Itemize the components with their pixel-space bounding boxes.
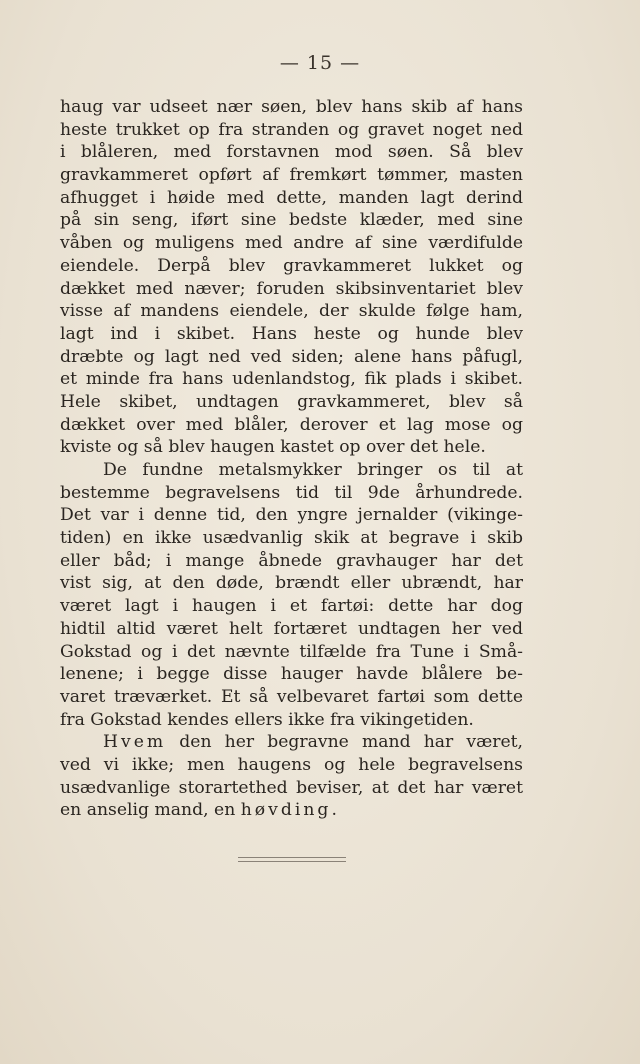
text-line: dækket over med blåler, derover et lag mose og [60,414,523,435]
text-line-paragraph-start [60,731,523,754]
text-line: kviste og så blev haugen kastet op over det hele. [60,437,486,458]
text-line-paragraph-start: De fundne metalsmykker bringer os til at [103,460,523,480]
text-line: eiendele. Derpå blev gravkammeret lukket og [60,255,523,276]
text-line: et minde fra hans udenlandstog, fik plads i skibet. [60,369,523,390]
section-divider [238,861,346,862]
text-line: usædvanlige storartethed beviser, at det har været [60,777,523,798]
text-line: haug var udseet nær søen, blev hans skib af hans [60,97,523,117]
text-fragment: den her begravne mand har været, [166,732,523,753]
text-line: Det var i denne tid, den yngre jernalder (vikinge- [60,505,523,526]
text-line: lagt ind i skibet. Hans heste og hunde blev [60,323,523,344]
text-line: været lagt i haugen i et fartøi: dette har dog [60,596,523,617]
text-fragment: . [331,800,337,821]
text-line: våben og muligens med andre af sine værdifulde [60,233,523,254]
text-line: i blåleren, med forstavnen mod søen. Så blev [60,142,523,163]
text-line: Gokstad og i det nævnte tilfælde fra Tune i Små- [60,641,523,662]
page-number: — 15 — [279,52,361,74]
text-line: varet træværket. Et så velbevaret fartøi som dette [60,686,523,707]
text-line: på sin seng, iført sine bedste klæder, med sine [60,210,523,231]
text-line: heste trukket op fra stranden og gravet noget ned [60,119,523,140]
text-line: ved vi ikke; men haugens og hele begravelsens [60,754,523,775]
text-line: fra Gokstad kendes ellers ikke fra vikingetiden. [60,709,474,730]
section-divider [238,857,346,858]
text-line: tiden) en ikke usædvanlig skik at begrave i skib [60,528,523,549]
text-line: Hele skibet, undtagen gravkammeret, blev så [60,391,523,412]
text-line: dækket med næver; foruden skibsinventariet blev [60,278,523,299]
spaced-emphasis: høvding [240,800,332,821]
text-line: visse af mandens eiendele, der skulde følge ham, [60,301,523,322]
text-line [60,799,523,822]
text-fragment: en anselig mand, en [60,800,241,821]
text-line: dræbte og lagt ned ved siden; alene hans påfugl, [60,346,523,367]
text-line: bestemme begravelsens tid til 9de århundrede. [60,482,523,503]
text-line: eller båd; i mange åbnede gravhauger har det [60,550,523,571]
body-text [60,96,523,822]
spaced-emphasis: Hvem [103,732,167,753]
text-line: afhugget i høide med dette, manden lagt derind [60,187,523,208]
text-line: lenene; i begge disse hauger havde blålere be- [60,664,523,685]
text-line: hidtil altid været helt fortæret undtagen her ved [60,618,523,639]
text-line: vist sig, at den døde, brændt eller ubrændt, har [60,573,523,594]
text-line: gravkammeret opført af fremkørt tømmer, masten [60,165,523,186]
